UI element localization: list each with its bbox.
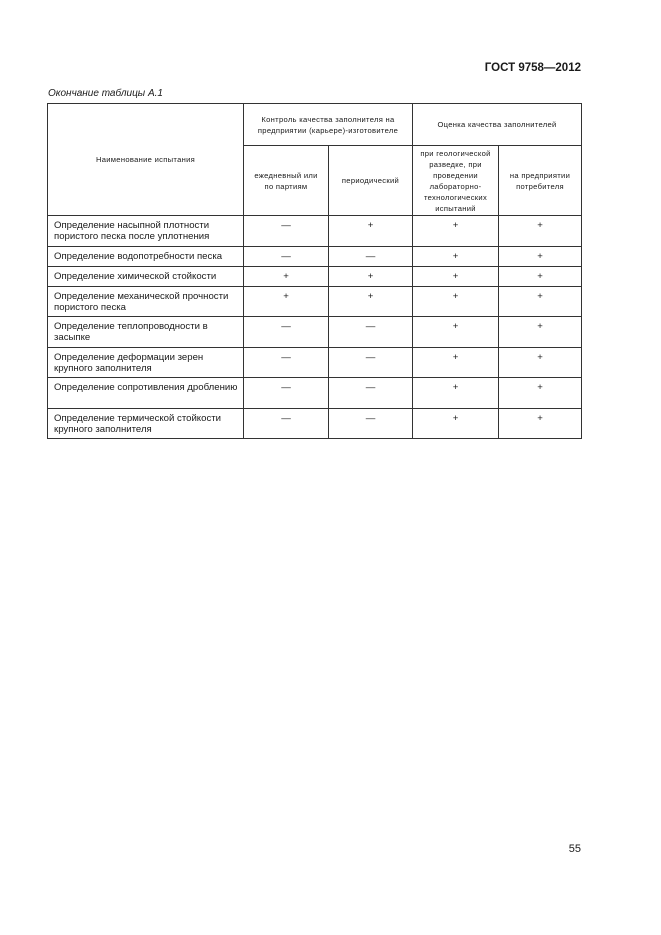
table-row — [48, 348, 582, 378]
cell-geological: + — [413, 287, 499, 317]
cell-periodic: — — [329, 409, 413, 439]
row-test-name: Определение механической прочности пористого песка — [48, 287, 244, 317]
header-daily: ежедневный или по партиям — [244, 146, 329, 216]
cell-consumer: + — [499, 317, 582, 348]
header-geological: при геологической разведке, при проведении лабораторно-технологических испытаний — [413, 146, 499, 216]
cell-consumer: + — [499, 267, 582, 287]
header-manufacturer-control: Контроль качества заполнителя на предприятии (карьере)-изготовителе — [244, 104, 413, 146]
cell-consumer: + — [499, 247, 582, 267]
header-periodic: периодический — [329, 146, 413, 216]
page-number: 55 — [568, 843, 581, 855]
cell-daily: — — [244, 247, 329, 267]
header-consumer: на предприятии потребителя — [499, 146, 582, 216]
row-test-name: Определение теплопроводности в засыпке — [48, 317, 244, 348]
cell-periodic: + — [329, 267, 413, 287]
cell-periodic: — — [329, 348, 413, 378]
document-code: ГОСТ 9758—2012 — [484, 62, 581, 74]
header-quality-assessment: Оценка качества заполнителей — [413, 104, 582, 146]
cell-geological: + — [413, 216, 499, 247]
row-test-name: Определение водопотребности песка — [48, 247, 244, 267]
cell-periodic: — — [329, 317, 413, 348]
row-test-name: Определение химической стойкости — [48, 267, 244, 287]
cell-daily: + — [244, 287, 329, 317]
table-row — [48, 216, 582, 247]
cell-daily: — — [244, 348, 329, 378]
cell-periodic: + — [329, 287, 413, 317]
cell-daily: — — [244, 409, 329, 439]
table-row — [48, 287, 582, 317]
cell-consumer: + — [499, 378, 582, 409]
cell-geological: + — [413, 247, 499, 267]
cell-daily: + — [244, 267, 329, 287]
table-row — [48, 378, 582, 409]
table-caption: Окончание таблицы А.1 — [48, 88, 163, 99]
cell-geological: + — [413, 317, 499, 348]
table-row — [48, 267, 582, 287]
cell-consumer: + — [499, 216, 582, 247]
cell-geological: + — [413, 348, 499, 378]
cell-geological: + — [413, 267, 499, 287]
cell-geological: + — [413, 378, 499, 409]
row-test-name: Определение сопротивления дроблению — [48, 378, 244, 409]
row-test-name: Определение насыпной плотности пористого песка после уплотнения — [48, 216, 244, 247]
test-table — [47, 103, 582, 439]
cell-daily: — — [244, 317, 329, 348]
cell-consumer: + — [499, 348, 582, 378]
table-row — [48, 247, 582, 267]
cell-periodic: — — [329, 247, 413, 267]
cell-daily: — — [244, 216, 329, 247]
row-test-name: Определение деформации зерен крупного заполнителя — [48, 348, 244, 378]
cell-geological: + — [413, 409, 499, 439]
table-row — [48, 317, 582, 348]
cell-periodic: — — [329, 378, 413, 409]
cell-consumer: + — [499, 287, 582, 317]
cell-periodic: + — [329, 216, 413, 247]
cell-daily: — — [244, 378, 329, 409]
row-test-name: Определение термической стойкости крупного заполнителя — [48, 409, 244, 439]
table-row — [48, 409, 582, 439]
header-test-name: Наименование испытания — [48, 104, 244, 216]
cell-consumer: + — [499, 409, 582, 439]
